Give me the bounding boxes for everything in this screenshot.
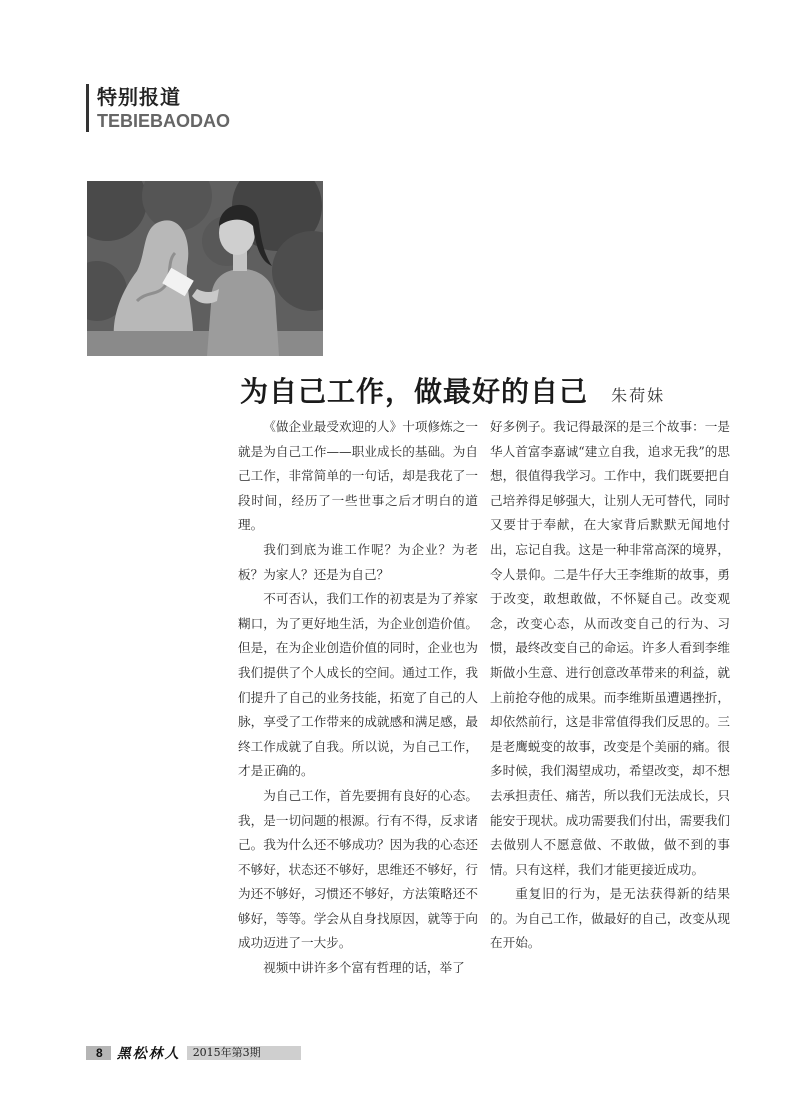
photo-woman-reading-icon [87, 181, 323, 356]
issue-label: 2015年第3期 [187, 1046, 301, 1060]
page-number: 8 [86, 1046, 111, 1060]
section-title-en: TEBIEBAODAO [97, 111, 231, 131]
paragraph: 《做企业最受欢迎的人》十项修炼之一就是为自己工作——职业成长的基础。为自己工作，非常简单的一句话，却是我花了一段时间，经历了一些世事之后才明白的道理。 [238, 419, 478, 533]
paragraph: 我们到底为谁工作呢？为企业？为老板？为家人？还是为自己？ [238, 541, 478, 582]
paragraph: 重复旧的行为，是无法获得新的结果的。为自己工作，做最好的自己，改变从现在开始。 [490, 886, 730, 951]
paragraph: 视频中讲许多个富有哲理的话，举了 [263, 960, 465, 976]
magazine-name: 黑松林人 [116, 1046, 181, 1062]
paragraph: 为自己工作，首先要拥有良好的心态。我，是一切问题的根源。行有不得，反求诸己。我为什么还不够成功？因为我的心态还不够好，状态还不够好，思维还不够好，行为还不够好，习惯还不够好，方法策略还不够好，等等。学会从自身找原因，就等于向成功迈进了一大步。 [238, 787, 478, 951]
article-photo [87, 181, 323, 356]
article-author: 朱荷妹 [611, 386, 666, 405]
paragraph: 不可否认，我们工作的初衷是为了养家糊口，为了更好地生活，为企业创造价值。但是，在为企业创造价值的同时，企业也为我们提供了个人成长的空间。通过工作，我们提升了自己的业务技能，拓宽了自己的人脉，享受了工作带来的成就感和满足感，最终工作成就了自我。所以说，为自己工作，才是正确的。 [238, 591, 478, 779]
article-column-right [490, 415, 730, 956]
article-title-row [240, 370, 665, 410]
paragraph: 好多例子。我记得最深的是三个故事：一是华人首富李嘉诚“建立自我，追求无我”的思想，很值得我学习。工作中，我们既要把自己培养得足够强大，让别人无可替代，同时又要甘于奉献，在大家背后默默无闻地付出，忘记自我。这是一种非常高深的境界，令人景仰。二是牛仔大王李维斯的故事，勇于改变，敢想敢做，不怀疑自己。改变观念，改变心态，从而改变自己的行为、习惯，最终改变自己的命运。许多人看到李维斯做小生意、进行创意改革带来的利益，就上前抢夺他的成果。而李维斯虽遭遇挫折，却依然前行，这是非常值得我们反思的。三是老鹰蜕变的故事，改变是个美丽的痛。很多时候，我们渴望成功，希望改变，却不想去承担责任、痛苦，所以我们无法成长，只能安于现状。成功需要我们付出，需要我们去做别人不愿意做、不敢做，做不到的事情。只有这样，我们才能更接近成功。 [490, 419, 730, 877]
section-header [86, 84, 230, 132]
article-column-left [238, 415, 478, 981]
page-footer [86, 1046, 301, 1060]
article-title: 为自己工作，做最好的自己 [240, 375, 589, 408]
section-title-cn: 特别报道 [97, 85, 181, 109]
